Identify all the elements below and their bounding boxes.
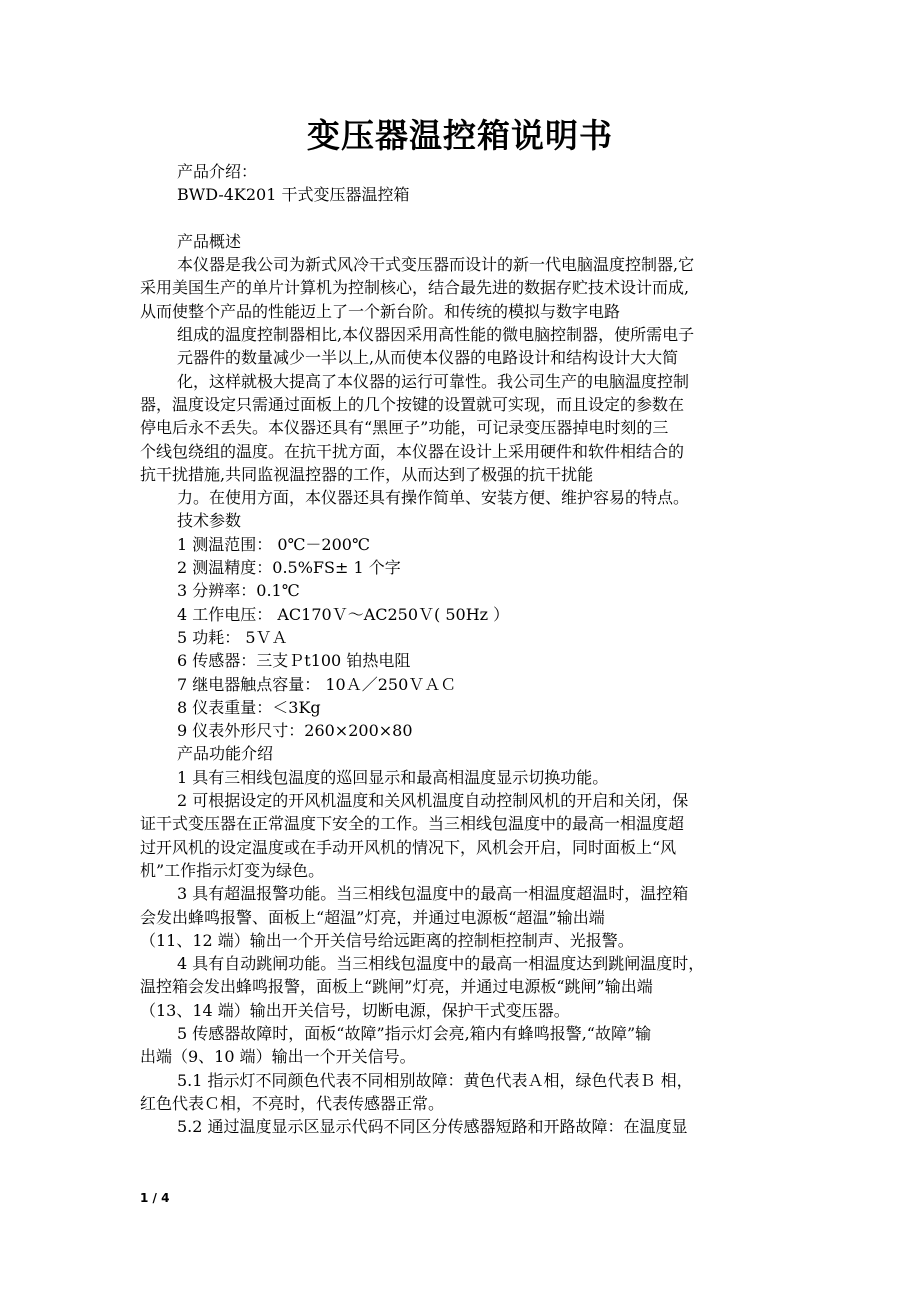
paragraph-line: 组成的温度控制器相比,本仪器因采用高性能的微电脑控制器，使所需电子 (177, 325, 695, 345)
paragraph-line: （11、12 端）输出一个开关信号给远距离的控制柜控制声、光报警。 (140, 930, 634, 950)
paragraph-line: 个线包绕组的温度。在抗干扰方面，本仪器在设计上采用硬件和软件相结合的 (140, 441, 685, 461)
paragraph-line: 8 仪表重量：＜3Kg (177, 697, 321, 717)
paragraph-line: 5 传感器故障时，面板“故障”指示灯会亮,箱内有蜂鸣报警,“故障”输 (177, 1023, 652, 1043)
paragraph-line: 产品概述 (177, 231, 242, 251)
paragraph-line: 力。在使用方面，本仪器还具有操作简单、安装方便、维护容易的特点。 (177, 488, 690, 508)
paragraph-line: 技术参数 (177, 511, 242, 531)
paragraph-line: 1 具有三相线包温度的巡回显示和最高相温度显示切换功能。 (177, 767, 609, 787)
paragraph-line: 5.1 指示灯不同颜色代表不同相别故障：黄色代表Ａ相，绿色代表Ｂ 相， (177, 1070, 693, 1090)
paragraph-line: 元器件的数量减少一半以上,从而使本仪器的电路设计和结构设计大大简 (177, 348, 679, 368)
paragraph-line: 从而使整个产品的性能迈上了一个新台阶。和传统的模拟与数字电路 (140, 301, 621, 321)
paragraph-line: 3 具有超温报警功能。当三相线包温度中的最高一相温度超温时，温控箱 (177, 884, 689, 904)
paragraph-line: 化，这样就极大提高了本仪器的运行可靠性。我公司生产的电脑温度控制 (177, 371, 690, 391)
document-body (140, 160, 782, 1138)
paragraph-line: 停电后永不丢失。本仪器还具有“黑匣子”功能，可记录变压器掉电时刻的三 (140, 418, 669, 438)
paragraph-line: 2 测温精度：0.5%FS± 1 个字 (177, 558, 401, 578)
paragraph-line: 2 可根据设定的开风机温度和关风机温度自动控制风机的开启和关闭，保 (177, 791, 689, 811)
paragraph-line: 产品功能介绍 (177, 744, 274, 764)
paragraph-line: 抗干扰措施,共同监视温控器的工作，从而达到了极强的抗干扰能 (140, 464, 594, 484)
paragraph-line: 过开风机的设定温度或在手动开风机的情况下，风机会开启，同时面板上“风 (140, 837, 677, 857)
document-title: 变压器温控箱说明书 (307, 116, 613, 155)
paragraph-line: 4 工作电压： AC170Ｖ～AC250Ｖ( 50Hz ） (177, 604, 510, 624)
paragraph-line: BWD-4K201 干式变压器温控箱 (177, 185, 410, 205)
paragraph-line: 出端（9、10 端）输出一个开关信号。 (140, 1047, 416, 1067)
paragraph-line: 温控箱会发出蜂鸣报警，面板上“跳闸”灯亮，并通过电源板“跳闸”输出端 (140, 977, 653, 997)
paragraph-line: 会发出蜂鸣报警、面板上“超温”灯亮，并通过电源板“超温”输出端 (140, 907, 605, 927)
paragraph-line: 1 测温范围： 0℃－200℃ (177, 534, 370, 554)
paragraph-line: 6 传感器：三支Ｐt100 铂热电阻 (177, 651, 411, 671)
paragraph-line: 本仪器是我公司为新式风冷干式变压器而设计的新一代电脑温度控制器,它 (177, 255, 695, 275)
paragraph-line: 产品介绍： (177, 162, 258, 181)
paragraph-line: 3 分辨率：0.1℃ (177, 581, 300, 601)
paragraph-line: 机”工作指示灯变为绿色。 (140, 860, 325, 880)
paragraph-line: 证干式变压器在正常温度下安全的工作。当三相线包温度中的最高一相温度超 (140, 814, 685, 834)
paragraph-line: 5.2 通过温度显示区显示代码不同区分传感器短路和开路故障：在温度显 (177, 1117, 688, 1137)
paragraph-line: 采用美国生产的单片计算机为控制核心，结合最先进的数据存贮技术设计而成, (140, 278, 690, 298)
paragraph-line: 4 具有自动跳闸功能。当三相线包温度中的最高一相温度达到跳闸温度时， (177, 954, 705, 974)
blank-line (140, 207, 782, 230)
page-number: 1 / 4 (140, 1191, 170, 1205)
paragraph-line: （13、14 端）输出开关信号，切断电源，保护干式变压器。 (140, 1000, 570, 1020)
paragraph-line: 7 继电器触点容量： 10Ａ／250ＶＡＣ (177, 674, 457, 694)
paragraph-line: 5 功耗： 5ＶＡ (177, 627, 288, 647)
paragraph-line: 9 仪表外形尺寸：260×200×80 (177, 721, 413, 741)
paragraph-line: 器，温度设定只需通过面板上的几个按键的设置就可实现，而且设定的参数在 (140, 394, 685, 414)
paragraph-line: 红色代表Ｃ相，不亮时，代表传感器正常。 (140, 1093, 445, 1113)
